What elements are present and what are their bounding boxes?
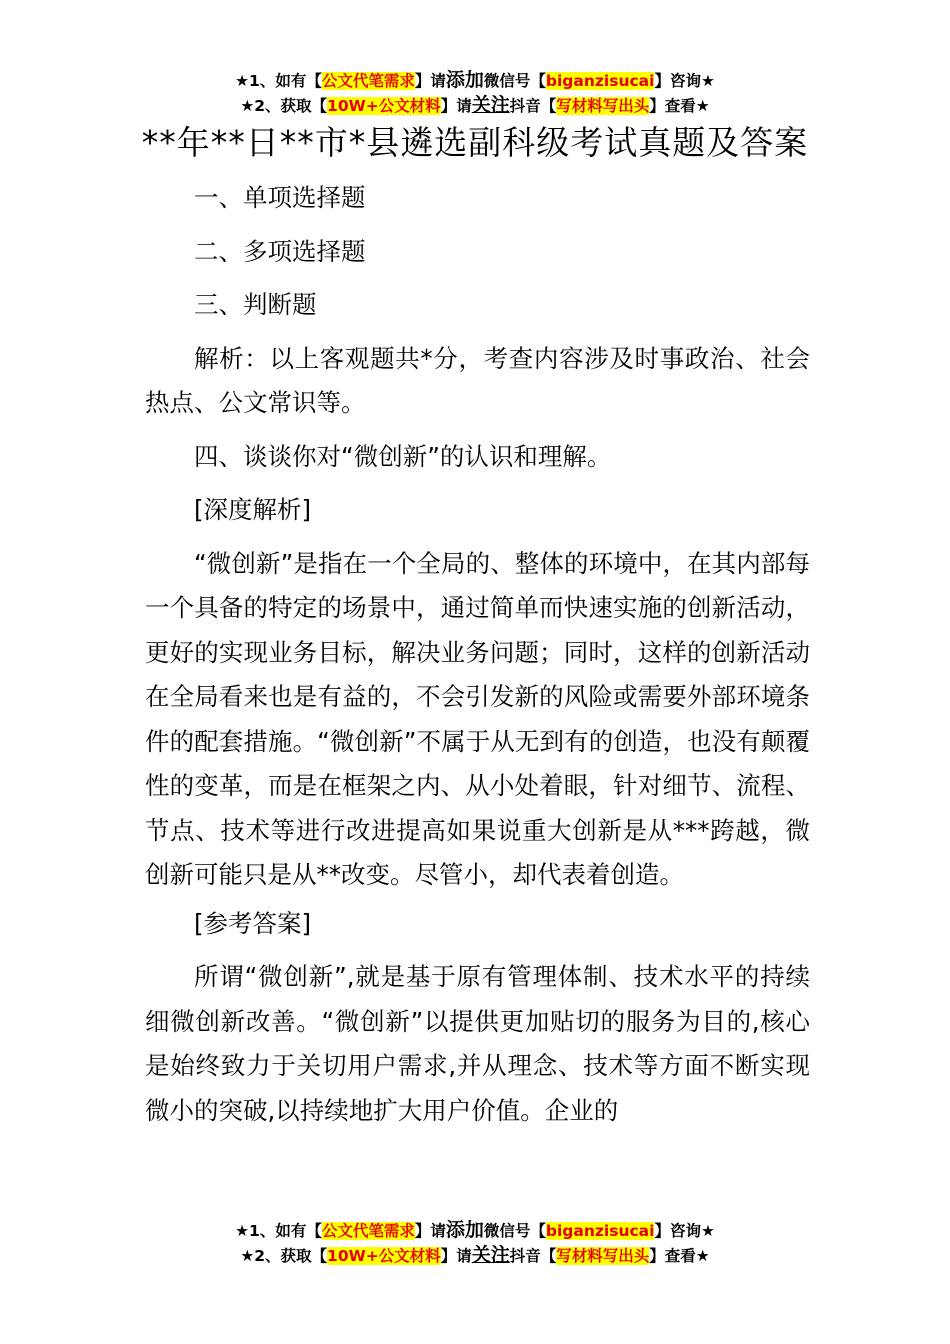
emphasis-text: 关注 — [471, 1244, 510, 1266]
deep-analysis-heading: [深度解析] — [194, 495, 312, 524]
banner-text: 2、获取【 — [254, 1247, 328, 1265]
header-banner — [0, 68, 950, 118]
banner-text: 微信号【 — [483, 72, 546, 90]
banner-text: 微信号【 — [483, 1222, 546, 1240]
section-heading-multiple-choice: 二、多项选择题 — [194, 236, 366, 266]
banner-line-2 — [0, 93, 950, 118]
section-heading-judgment: 三、判断题 — [194, 290, 317, 319]
banner-text: 】咨询★ — [654, 72, 715, 90]
highlight-materials: 10W+公文材料 — [327, 1247, 441, 1265]
highlight-wechat-id: biganzisucai — [545, 1222, 655, 1240]
reference-answer-paragraph: 所谓“微创新”,就是基于原有管理体制、技术水平的持续细微创新改善。“微创新”以提供更加贴切的服务为目的,核心是始终致力于关切用户需求,并从理念、技术等方面不断实现微小的突破,以持续地扩大用户价值。企业的 — [145, 962, 810, 1125]
highlight-materials: 10W+公文材料 — [327, 97, 441, 115]
star-icon: ★ — [235, 72, 250, 90]
banner-line-2 — [0, 1243, 950, 1268]
footer-banner — [0, 1218, 950, 1268]
emphasis-text: 添加 — [445, 1219, 484, 1241]
star-icon: ★ — [235, 1222, 250, 1240]
deep-analysis-paragraph: “微创新”是指在一个全局的、整体的环境中，在其内部每一个具备的特定的场景中，通过简单而快速实施的创新活动，更好的实现业务目标，解决业务问题；同时，这样的创新活动在全局看来也是有益的，不会引发新的风险或需要外部环境条件的配套措施。“微创新”不属于从无到有的创造，也没有颠覆性的变革，而是在框架之内、从小处着眼，针对细节、流程、节点、技术等进行改进提高如果说重大创新是从***跨越，微创新可能只是从**改变。尽管小，却代表着创造。 — [145, 548, 810, 889]
banner-text: 】查看★ — [649, 97, 710, 115]
banner-text: 】请 — [414, 1222, 446, 1240]
highlight-douyin-id: 写材料写出头 — [556, 97, 650, 115]
banner-line-1 — [0, 1218, 950, 1243]
banner-text: 抖音【 — [509, 97, 557, 115]
banner-text: 】查看★ — [649, 1247, 710, 1265]
banner-text: 】咨询★ — [654, 1222, 715, 1240]
section-heading-single-choice: 一、单项选择题 — [194, 183, 366, 212]
highlight-douyin-id: 写材料写出头 — [556, 1247, 650, 1265]
banner-text: 1、如有【 — [249, 1222, 322, 1240]
document-body — [145, 176, 810, 1142]
document-title: **年**日**市*县遴选副科级考试真题及答案 — [141, 123, 809, 162]
reference-answer-heading: [参考答案] — [194, 908, 312, 938]
emphasis-text: 关注 — [471, 94, 510, 116]
banner-text: 】请 — [440, 97, 472, 115]
analysis-paragraph: 解析：以上客观题共*分，考查内容涉及时事政治、社会热点、公文常识等。 — [145, 343, 810, 417]
banner-line-1 — [0, 68, 950, 93]
banner-text: 】请 — [414, 72, 446, 90]
highlight-service: 公文代笔需求 — [321, 72, 415, 90]
highlight-wechat-id: biganzisucai — [545, 72, 655, 90]
highlight-service: 公文代笔需求 — [321, 1222, 415, 1240]
banner-text: 1、如有【 — [249, 72, 322, 90]
star-icon: ★ — [240, 1247, 255, 1265]
star-icon: ★ — [240, 97, 255, 115]
banner-text: 2、获取【 — [254, 97, 328, 115]
question-heading: 四、谈谈你对“微创新”的认识和理解。 — [194, 441, 612, 471]
banner-text: 】请 — [440, 1247, 472, 1265]
emphasis-text: 添加 — [445, 69, 484, 91]
banner-text: 抖音【 — [509, 1247, 557, 1265]
